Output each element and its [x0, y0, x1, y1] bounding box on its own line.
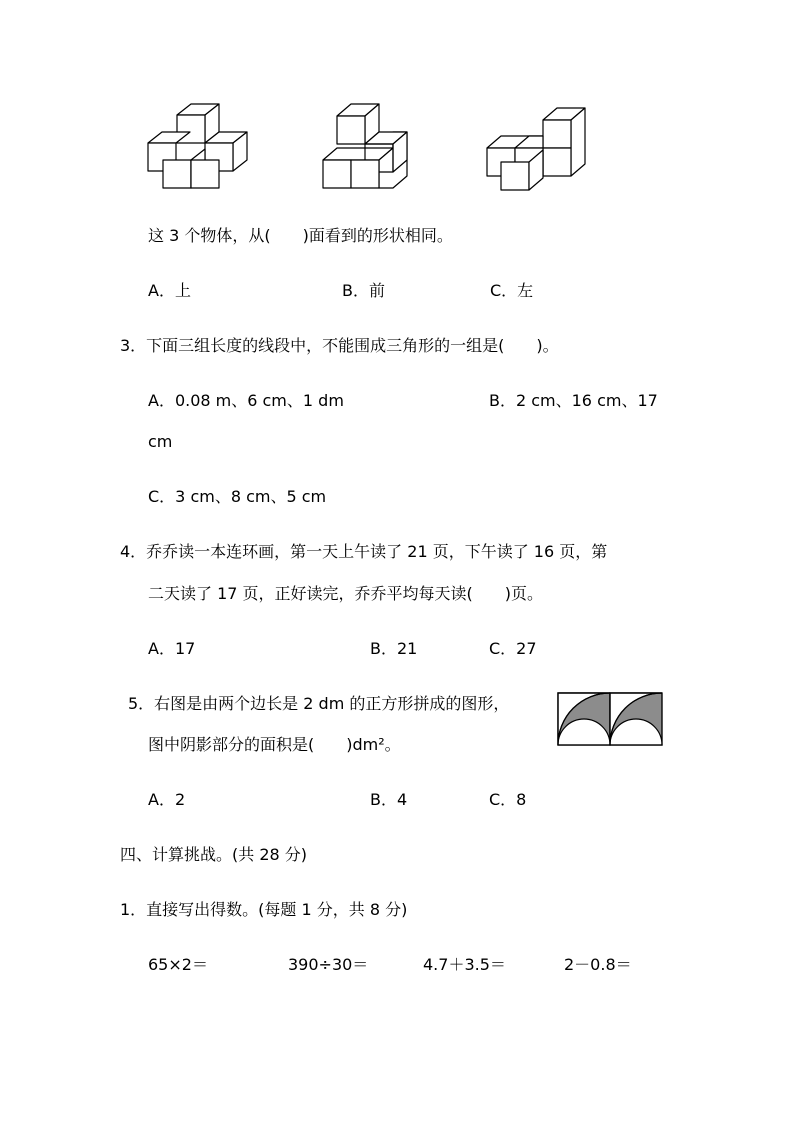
q4-stem-line1: 4．乔乔读一本连环画，第一天上午读了 21 页，下午读了 16 页，第 — [120, 542, 608, 561]
calc-item-2: 390÷30＝ — [288, 955, 369, 974]
q3-option-c: C．3 cm、8 cm、5 cm — [148, 487, 327, 506]
q5-option-c: C．8 — [489, 790, 527, 809]
calc-item-4: 2－0.8＝ — [564, 955, 632, 974]
q5-stem-line2: 图中阴影部分的面积是( )dm²。 — [148, 735, 401, 754]
q4-option-b: B．21 — [370, 639, 418, 658]
q5-option-b: B．4 — [370, 790, 408, 809]
section4-q1-stem: 1．直接写出得数。(每题 1 分，共 8 分) — [120, 900, 408, 919]
q4-stem-line2: 二天读了 17 页，正好读完，乔乔平均每天读( )页。 — [148, 584, 544, 603]
q3-option-b: B．2 cm、16 cm、17 — [489, 391, 658, 410]
cube-figure-2 — [320, 100, 412, 192]
q2-option-b: B．前 — [342, 281, 385, 300]
q3-stem: 3．下面三组长度的线段中，不能围成三角形的一组是( )。 — [120, 336, 559, 355]
shaded-squares-figure — [557, 692, 665, 748]
q5-stem-line1: 5．右图是由两个边长是 2 dm 的正方形拼成的图形， — [128, 694, 510, 713]
section-title: 四、计算挑战。(共 28 分) — [120, 845, 308, 864]
cube-figure-3 — [484, 102, 590, 194]
q5-option-a: A．2 — [148, 790, 186, 809]
q3-option-b-continued: cm — [148, 432, 173, 451]
calc-item-3: 4.7＋3.5＝ — [423, 955, 506, 974]
calc-item-1: 65×2＝ — [148, 955, 208, 974]
q4-option-c: C．27 — [489, 639, 537, 658]
q2-stem: 这 3 个物体，从( )面看到的形状相同。 — [148, 226, 453, 245]
q3-option-a: A．0.08 m、6 cm、1 dm — [148, 391, 344, 410]
q2-option-c: C．左 — [490, 281, 534, 300]
cube-figure-1 — [144, 100, 254, 192]
q4-option-a: A．17 — [148, 639, 196, 658]
q2-option-a: A．上 — [148, 281, 191, 300]
